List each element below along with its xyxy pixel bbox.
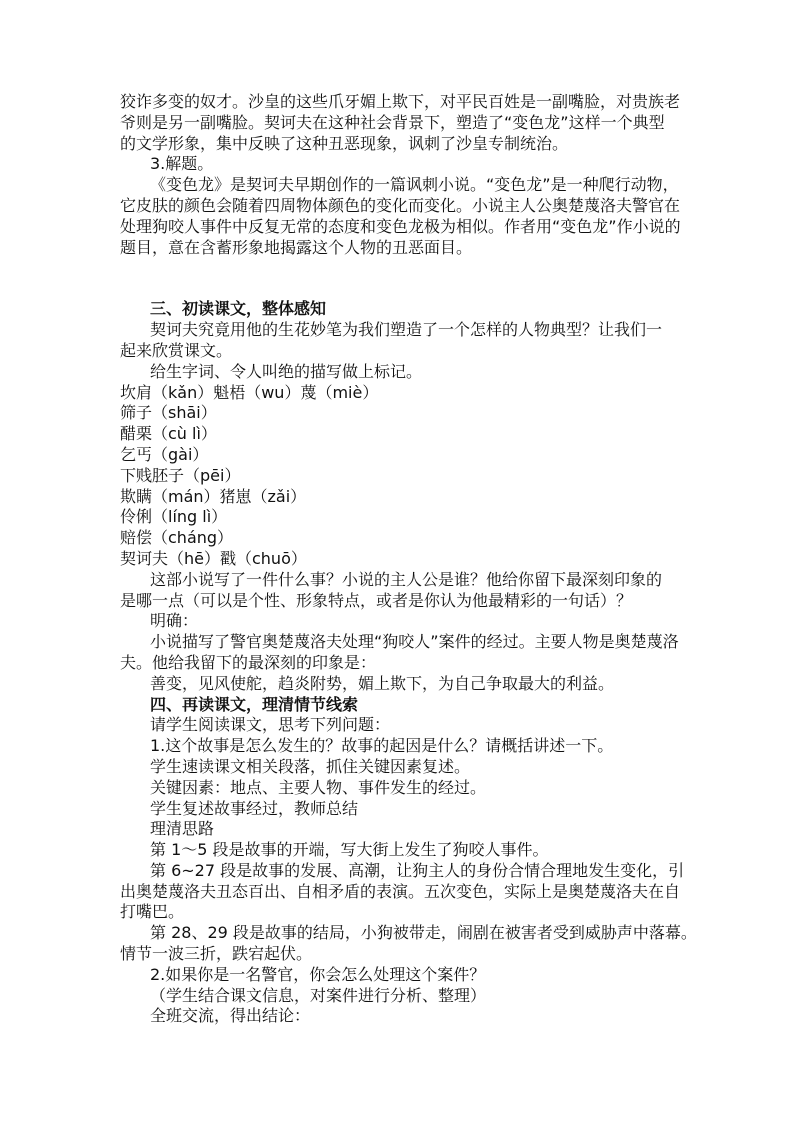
- story-question-line-2: 是哪一点（可以是个性、形象特点，或者是你认为他最精彩的一句话）？: [120, 590, 633, 610]
- vocab-instruction: 给生字词、令人叫绝的描写做上标记。: [150, 361, 423, 381]
- vocab-item: 醋栗（cù lì）: [120, 424, 217, 444]
- segment-3-line-2: 情节一波三折，跌宕起伏。: [120, 944, 313, 964]
- mingque-answer-line-1: 小说描写了警官奥楚蔑洛夫处理“狗咬人”案件的经过。主要人物是奥楚蔑洛: [150, 632, 679, 652]
- paragraph-2-line-3: 处理狗咬人事件中反复无常的态度和变色龙极为相似。作者用“变色龙”作小说的: [120, 216, 681, 236]
- question-2: 2.如果你是一名警官，你会怎么处理这个案件？: [150, 964, 486, 984]
- mingque-answer-line-2: 夫。他给我留下的最深刻的印象是：: [120, 652, 377, 672]
- vocab-item: 契诃夫（hē）戳（chuō）: [120, 548, 307, 568]
- key-factors: 关键因素：地点、主要人物、事件发生的经过。: [150, 777, 487, 797]
- section-4-title: 四、再读课文，理清情节线索: [150, 694, 359, 714]
- segment-3-line-1: 第 28、29 段是故事的结局，小狗被带走，闹剧在被害者受到威胁声中落幕。: [150, 923, 697, 943]
- document-page: [120, 92, 697, 1027]
- question-2-hint: （学生结合课文信息，对案件进行分析、整理）: [150, 985, 487, 1005]
- vocab-item: 欺瞒（mán）猪崽（zǎi）: [120, 486, 307, 506]
- class-exchange: 全班交流，得出结论：: [150, 1006, 311, 1026]
- heading-3: 3.解题。: [150, 154, 214, 174]
- vocab-item: 伶俐（líng lì）: [120, 507, 228, 527]
- vocab-item: 乞丐（gài）: [120, 444, 209, 464]
- segment-2-line-3: 打嘴巴。: [120, 902, 185, 922]
- teacher-summary: 学生复述故事经过，教师总结: [150, 798, 359, 818]
- segment-1: 第 1～5 段是故事的开端，写大街上发生了狗咬人事件。: [150, 840, 549, 860]
- intro-question-line-1: 契诃夫究竟用他的生花妙笔为我们塑造了一个怎样的人物典型？让我们一: [150, 320, 663, 340]
- segment-2-line-1: 第 6~27 段是故事的发展、高潮，让狗主人的身份合情合理地发生变化，引: [150, 860, 685, 880]
- section-3-title: 三、初读课文，整体感知: [150, 299, 327, 319]
- students-read: 学生速读课文相关段落，抓住关键因素复述。: [150, 756, 471, 776]
- question-1: 1.这个故事是怎么发生的？故事的起因是什么？请概括讲述一下。: [150, 736, 614, 756]
- paragraph-2-line-2: 它皮肤的颜色会随着四周物体颜色的变化而变化。小说主人公奥楚蔑洛夫警官在: [120, 195, 681, 215]
- clarify-thoughts: 理清思路: [150, 819, 215, 839]
- section-spacer: [120, 258, 676, 299]
- segment-2-line-2: 出奥楚蔑洛夫丑态百出、自相矛盾的表演。五次变色，实际上是奥楚蔑洛夫在自: [120, 881, 681, 901]
- vocab-item: 筛子（shāi）: [120, 403, 217, 423]
- story-question-line-1: 这部小说写了一件什么事？小说的主人公是谁？他给你留下最深刻印象的: [150, 569, 663, 589]
- instruction-read: 请学生阅读课文，思考下列问题：: [150, 715, 391, 735]
- mingque-label: 明确：: [150, 611, 199, 631]
- intro-question-line-2: 起来欣赏课文。: [120, 340, 233, 360]
- paragraph-1-line-1: 狡诈多变的奴才。沙皇的这些爪牙媚上欺下，对平民百姓是一副嘴脸，对贵族老: [120, 92, 681, 111]
- vocab-item: 坎肩（kǎn）魁梧（wu）蔑（miè）: [120, 382, 379, 402]
- paragraph-1-line-3: 的文学形象，集中反映了这种丑恶现象，讽刺了沙皇专制统治。: [120, 133, 569, 153]
- impression: 善变，见风使舵，趋炎附势，媚上欺下，为自己争取最大的利益。: [150, 673, 615, 693]
- paragraph-1-line-2: 爷则是另一副嘴脸。契诃夫在这种社会背景下，塑造了“变色龙”这样一个典型: [120, 112, 665, 132]
- paragraph-2-line-4: 题目，意在含蓄形象地揭露这个人物的丑恶面目。: [120, 237, 473, 257]
- paragraph-2-line-1: 《变色龙》是契诃夫早期创作的一篇讽刺小说。“变色龙”是一种爬行动物，: [150, 175, 679, 195]
- vocab-item: 下贱胚子（pēi）: [120, 465, 241, 485]
- vocab-item: 赔偿（cháng）: [120, 528, 234, 548]
